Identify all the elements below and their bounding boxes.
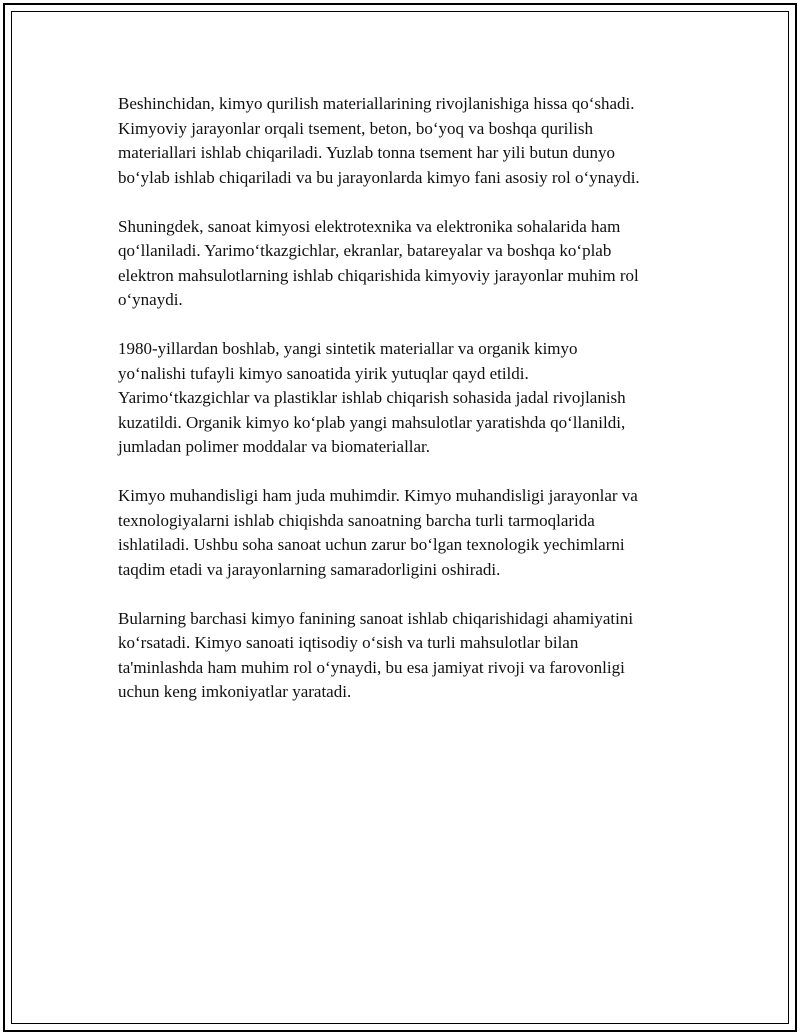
paragraph-3: 1980-yillardan boshlab, yangi sintetik materiallar va organik kimyo yo‘nalishi tufayli kimyo sanoatida yirik yutuqlar qayd etildi. Yarimo‘tkazgichlar va plastiklar ishlab chiqarish sohasida jadal rivojlanish kuzatildi. Organik kimyo ko‘plab yangi mahsulotlar yaratishda qo‘llanildi, jumladan polimer moddalar va biomateriallar.: [118, 339, 626, 456]
document-body: [118, 92, 698, 729]
paragraph-1: Beshinchidan, kimyo qurilish materiallarining rivojlanishiga hissa qo‘shadi. Kimyoviy jarayonlar orqali tsement, beton, bo‘yoq va boshqa qurilish materiallari ishlab chiqariladi. Yuzlab tonna tsement har yili butun dunyo bo‘ylab ishlab chiqariladi va bu jarayonlarda kimyo fani asosiy rol o‘ynaydi.: [118, 94, 640, 187]
paragraph-2: Shuningdek, sanoat kimyosi elektrotexnika va elektronika sohalarida ham qo‘llaniladi. Yarimo‘tkazgichlar, ekranlar, batareyalar va boshqa ko‘plab elektron mahsulotlarning ishlab chiqarishida kimyoviy jarayonlar muhim rol o‘ynaydi.: [118, 216, 639, 309]
paragraph-5: Bularning barchasi kimyo fanining sanoat ishlab chiqarishidagi ahamiyatini ko‘rsatadi. Kimyo sanoati iqtisodiy o‘sish va turli mahsulotlar bilan ta'minlashda ham muhim rol o‘ynaydi, bu esa jamiyat rivoji va farovonligi uchun keng imkoniyatlar yaratadi.: [118, 608, 634, 701]
paragraph-4: Kimyo muhandisligi ham juda muhimdir. Kimyo muhandisligi jarayonlar va texnologiyalarni ishlab chiqishda sanoatning barcha turli tarmoqlarida ishlatiladi. Ushbu soha sanoat uchun zarur bo‘lgan texnologik yechimlarni taqdim etadi va jarayonlarning samaradorligini oshiradi.: [118, 486, 638, 579]
